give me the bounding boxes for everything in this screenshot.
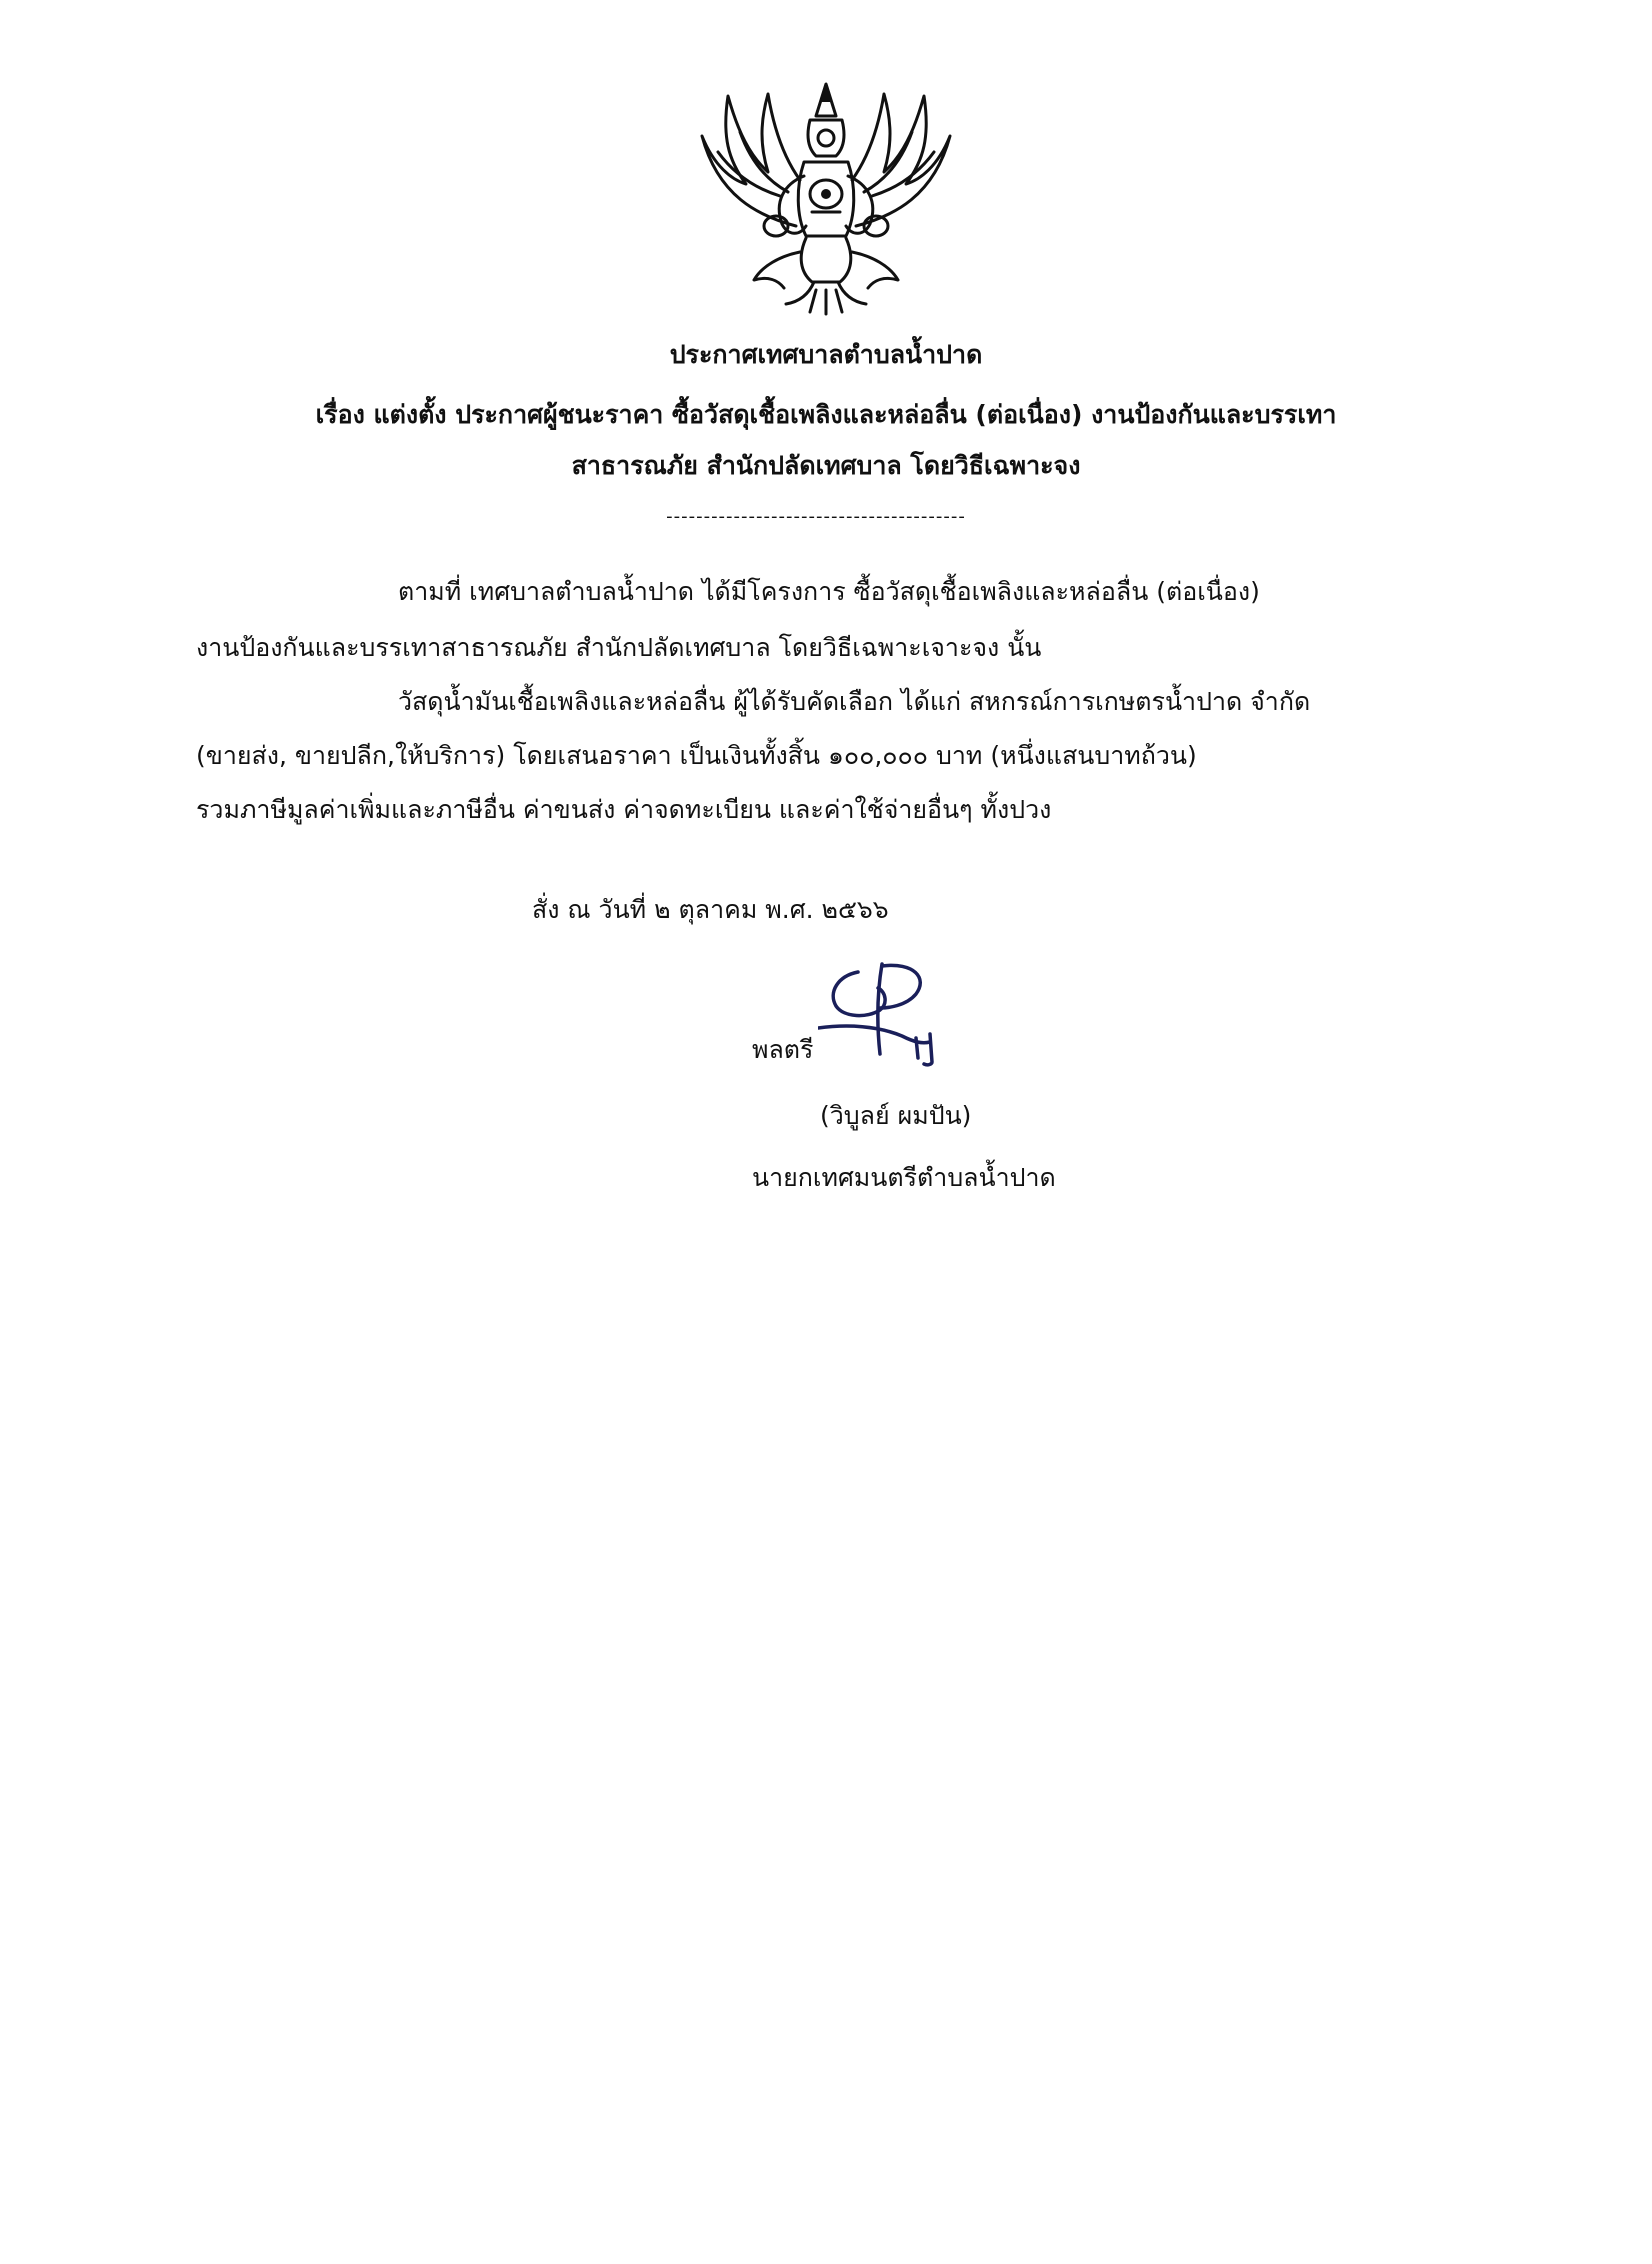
paragraph-1-line-2: งานป้องกันและบรรเทาสาธารณภัย สำนักปลัดเทศบาล โดยวิธีเฉพาะเจาะจง นั้น (196, 633, 1042, 662)
order-date: สั่ง ณ วันที่ ๒ ตุลาคม พ.ศ. ๒๕๖๖ (532, 895, 889, 924)
garuda-emblem-icon (688, 76, 964, 316)
signatory-position: นายกเทศมนตรีตำบลน้ำปาด (752, 1163, 1056, 1192)
paragraph-2-line-1: วัสดุน้ำมันเชื้อเพลิงและหล่อลื่น ผู้ได้รับคัดเลือก ได้แก่ สหกรณ์การเกษตรน้ำปาด จำกัด (398, 687, 1311, 716)
signatory-name: (วิบูลย์ ผมปัน) (820, 1101, 972, 1130)
signatory-rank: พลตรี (752, 1035, 814, 1064)
subject-line-1: เรื่อง แต่งตั้ง ประกาศผู้ชนะราคา ซื้อวัสดุเชื้อเพลิงและหล่อลื่น (ต่อเนื่อง) งานป้องกันและบรรเทา (315, 400, 1337, 429)
paragraph-1-line-1: ตามที่ เทศบาลตำบลน้ำปาด ได้มีโครงการ ซื้อวัสดุเชื้อเพลิงและหล่อลื่น (ต่อเนื่อง) (398, 577, 1260, 606)
paragraph-2-line-3: รวมภาษีมูลค่าเพิ่มและภาษีอื่น ค่าขนส่ง ค่าจดทะเบียน และค่าใช้จ่ายอื่นๆ ทั้งปวง (196, 795, 1052, 824)
subject-line-2: สาธารณภัย สำนักปลัดเทศบาล โดยวิธีเฉพาะจง (571, 451, 1081, 480)
handwritten-signature (818, 958, 968, 1068)
paragraph-2-line-2: (ขายส่ง, ขายปลีก,ให้บริการ) โดยเสนอราคา เป็นเงินทั้งสิ้น ๑๐๐,๐๐๐ บาท (หนึ่งแสนบาทถ้วน) (196, 741, 1197, 770)
separator-line: ---------------------------------------- (666, 506, 966, 527)
announcement-title: ประกาศเทศบาลตำบลน้ำปาด (669, 340, 983, 369)
